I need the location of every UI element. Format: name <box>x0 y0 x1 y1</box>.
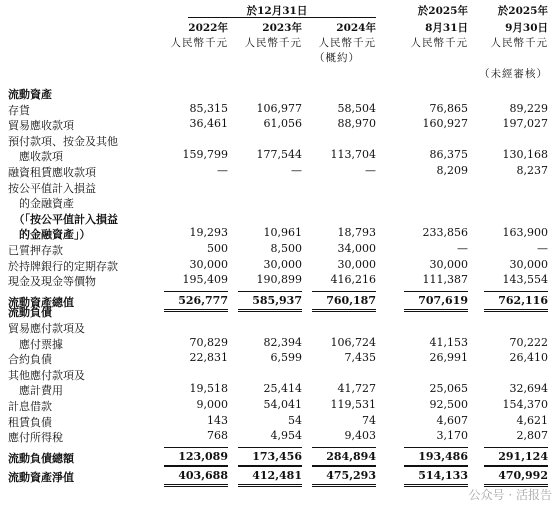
cell-value: 9,000 <box>196 398 228 411</box>
row-label: 應計費用 <box>8 384 63 398</box>
cell-value: 123,089 <box>178 449 228 463</box>
row-label: 貿易應付款項及 <box>8 322 85 335</box>
total-bottom-rule <box>484 309 548 310</box>
row-label: 合約負債 <box>8 353 52 367</box>
cell-value: 85,315 <box>189 101 228 115</box>
header-year-1: 2023年 <box>262 22 302 34</box>
cell-value: 585,937 <box>252 293 302 307</box>
cell-value: 92,500 <box>429 398 468 411</box>
cell-value: 30,000 <box>337 257 376 271</box>
cell-value: — <box>291 164 302 177</box>
total-double-rule <box>164 311 228 312</box>
cell-value: 177,544 <box>256 148 302 162</box>
cell-value: 4,607 <box>436 413 468 427</box>
cell-value: 9,403 <box>344 429 376 443</box>
cell-value: 707,619 <box>418 293 468 307</box>
row-label: 於持牌銀行的定期存款 <box>8 259 118 273</box>
cell-value: 30,000 <box>429 257 468 271</box>
section-heading: 流動負債 <box>8 306 52 320</box>
cell-value: 86,375 <box>429 148 468 162</box>
row-label: 的金融資產 <box>8 197 74 211</box>
total-bottom-rule <box>164 484 228 485</box>
cell-value: 70,222 <box>509 335 548 349</box>
cell-value: 54 <box>288 413 302 427</box>
cell-value: 8,237 <box>516 164 548 177</box>
cell-value: — <box>217 164 228 177</box>
total-top-rule <box>238 466 302 467</box>
cell-value: 2,807 <box>516 429 548 443</box>
cell-value: 193,486 <box>418 449 468 463</box>
cell-value: 163,900 <box>502 226 548 240</box>
header-unit-0: 人民幣千元 <box>170 37 228 49</box>
cell-value: 403,688 <box>178 469 228 483</box>
total-top-rule <box>484 447 548 448</box>
cell-value: 768 <box>207 429 228 443</box>
cell-value: 284,894 <box>326 449 376 463</box>
cell-value: 89,229 <box>509 101 548 115</box>
total-double-rule <box>404 486 468 487</box>
total-top-rule <box>164 466 228 467</box>
cell-value: 291,124 <box>498 449 548 463</box>
total-double-rule <box>404 311 468 312</box>
total-bottom-rule <box>404 484 468 485</box>
row-label: 貿易應收款項 <box>8 119 74 133</box>
cell-value: 3,170 <box>436 429 468 443</box>
row-label: 存貨 <box>8 103 30 117</box>
header-group-2025-b: 於2025年 <box>497 5 548 17</box>
cell-value: 412,481 <box>252 469 302 483</box>
total-top-rule <box>312 291 376 292</box>
section-heading: 流動資產 <box>8 88 52 101</box>
total-double-rule <box>312 311 376 312</box>
total-top-rule <box>164 291 228 292</box>
row-label: 流動資產淨值 <box>8 471 74 485</box>
cell-value: 106,724 <box>330 335 376 349</box>
total-bottom-rule <box>164 309 228 310</box>
total-top-rule <box>484 291 548 292</box>
cell-value: 70,829 <box>189 335 228 349</box>
total-double-rule <box>238 311 302 312</box>
cell-value: 25,065 <box>429 382 468 396</box>
row-label: 已質押存款 <box>8 244 63 257</box>
cell-value: 22,831 <box>189 351 228 365</box>
cell-value: 26,991 <box>429 351 468 365</box>
total-top-rule <box>484 466 548 467</box>
total-double-rule <box>238 486 302 487</box>
cell-value: 30,000 <box>509 257 548 271</box>
header-year-2: 2024年 <box>336 22 376 34</box>
cell-value: 190,899 <box>256 273 302 287</box>
cell-value: 6,599 <box>270 351 302 365</box>
cell-value: 10,961 <box>263 226 302 240</box>
cell-value: 8,209 <box>436 164 468 177</box>
row-label: 流動資產總值 <box>8 295 74 309</box>
row-label: 計息借款 <box>8 400 52 413</box>
cell-value: 41,153 <box>429 335 468 349</box>
row-label: 應收款項 <box>8 150 63 164</box>
cell-value: 30,000 <box>263 257 302 271</box>
cell-value: 762,116 <box>498 293 548 307</box>
total-top-rule <box>164 447 228 448</box>
cell-value: 173,456 <box>252 449 302 463</box>
total-top-rule <box>312 466 376 467</box>
cell-value: 470,992 <box>498 469 548 483</box>
cell-value: 113,704 <box>330 148 376 162</box>
header-unaudited: （未經審核） <box>479 68 548 80</box>
total-bottom-rule <box>238 309 302 310</box>
total-double-rule <box>312 486 376 487</box>
total-double-rule <box>164 486 228 487</box>
cell-value: 34,000 <box>337 242 376 255</box>
row-label: 融資租賃應收款項 <box>8 166 96 179</box>
cell-value: 36,461 <box>189 117 228 131</box>
cell-value: 41,727 <box>337 382 376 396</box>
total-top-rule <box>404 447 468 448</box>
cell-value: 4,954 <box>270 429 302 443</box>
header-group-dec31: 於12月31日 <box>246 5 308 17</box>
cell-value: 88,970 <box>337 117 376 131</box>
cell-value: 475,293 <box>326 469 376 483</box>
cell-value: 19,293 <box>189 226 228 240</box>
total-bottom-rule <box>312 484 376 485</box>
row-label: （「按公平值計入損益 <box>8 212 118 226</box>
header-unit-4: 人民幣千元 <box>490 37 548 49</box>
cell-value: 82,394 <box>263 335 302 349</box>
watermark: 公众号 · 活报告 <box>468 488 552 502</box>
total-bottom-rule <box>312 309 376 310</box>
row-label: 按公平值計入損益 <box>8 181 96 195</box>
cell-value: 7,435 <box>344 351 376 365</box>
cell-value: 61,056 <box>263 117 302 131</box>
cell-value: 76,865 <box>429 101 468 115</box>
cell-value: 25,414 <box>263 382 302 396</box>
cell-value: 526,777 <box>178 293 228 307</box>
cell-value: 143 <box>207 413 228 427</box>
cell-value: 154,370 <box>502 398 548 411</box>
row-label: 的金融資產」） <box>8 228 91 242</box>
total-top-rule <box>238 447 302 448</box>
cell-value: 106,977 <box>256 101 302 115</box>
cell-value: 111,387 <box>422 273 468 287</box>
total-top-rule <box>404 466 468 467</box>
header-year-4: 9月30日 <box>505 22 548 34</box>
cell-value: 760,187 <box>326 293 376 307</box>
total-top-rule <box>238 291 302 292</box>
cell-value: 54,041 <box>263 398 302 411</box>
total-bottom-rule <box>404 309 468 310</box>
cell-value: 130,168 <box>502 148 548 162</box>
cell-value: — <box>457 242 468 255</box>
row-label: 應付票據 <box>8 337 63 351</box>
cell-value: 514,133 <box>418 469 468 483</box>
cell-value: 119,531 <box>330 398 376 411</box>
cell-value: 58,504 <box>337 101 376 115</box>
row-label: 流動負債總額 <box>8 451 74 465</box>
cell-value: 233,856 <box>422 226 468 240</box>
header-year-3: 8月31日 <box>425 22 468 34</box>
header-approx: （概約） <box>314 52 360 64</box>
total-top-rule <box>312 447 376 448</box>
header-unit-1: 人民幣千元 <box>244 37 302 49</box>
header-unit-2: 人民幣千元 <box>318 37 376 49</box>
cell-value: 19,518 <box>189 382 228 396</box>
cell-value: 26,410 <box>509 351 548 365</box>
total-bottom-rule <box>238 484 302 485</box>
header-unit-3: 人民幣千元 <box>410 37 468 49</box>
cell-value: 197,027 <box>502 117 548 131</box>
cell-value: 195,409 <box>182 273 228 287</box>
cell-value: 416,216 <box>330 273 376 287</box>
total-double-rule <box>484 311 548 312</box>
cell-value: 160,927 <box>422 117 468 131</box>
cell-value: — <box>537 242 548 255</box>
row-label: 其他應付款項及 <box>8 368 85 382</box>
row-label: 租賃負債 <box>8 415 52 429</box>
cell-value: 159,799 <box>182 148 228 162</box>
header-group-2025-a: 於2025年 <box>417 5 468 17</box>
cell-value: 500 <box>207 242 228 255</box>
cell-value: 30,000 <box>189 257 228 271</box>
row-label: 現金及現金等價物 <box>8 275 96 289</box>
cell-value: 143,554 <box>502 273 548 287</box>
cell-value: 74 <box>362 413 376 427</box>
row-label: 應付所得稅 <box>8 431 63 445</box>
cell-value: — <box>365 164 376 177</box>
cell-value: 32,694 <box>509 382 548 396</box>
row-label: 預付款項、按金及其他 <box>8 134 118 148</box>
cell-value: 18,793 <box>337 226 376 240</box>
header-rule-dec31 <box>188 17 376 18</box>
total-top-rule <box>404 291 468 292</box>
header-year-0: 2022年 <box>188 22 228 34</box>
cell-value: 8,500 <box>270 242 302 255</box>
cell-value: 4,621 <box>516 413 548 427</box>
